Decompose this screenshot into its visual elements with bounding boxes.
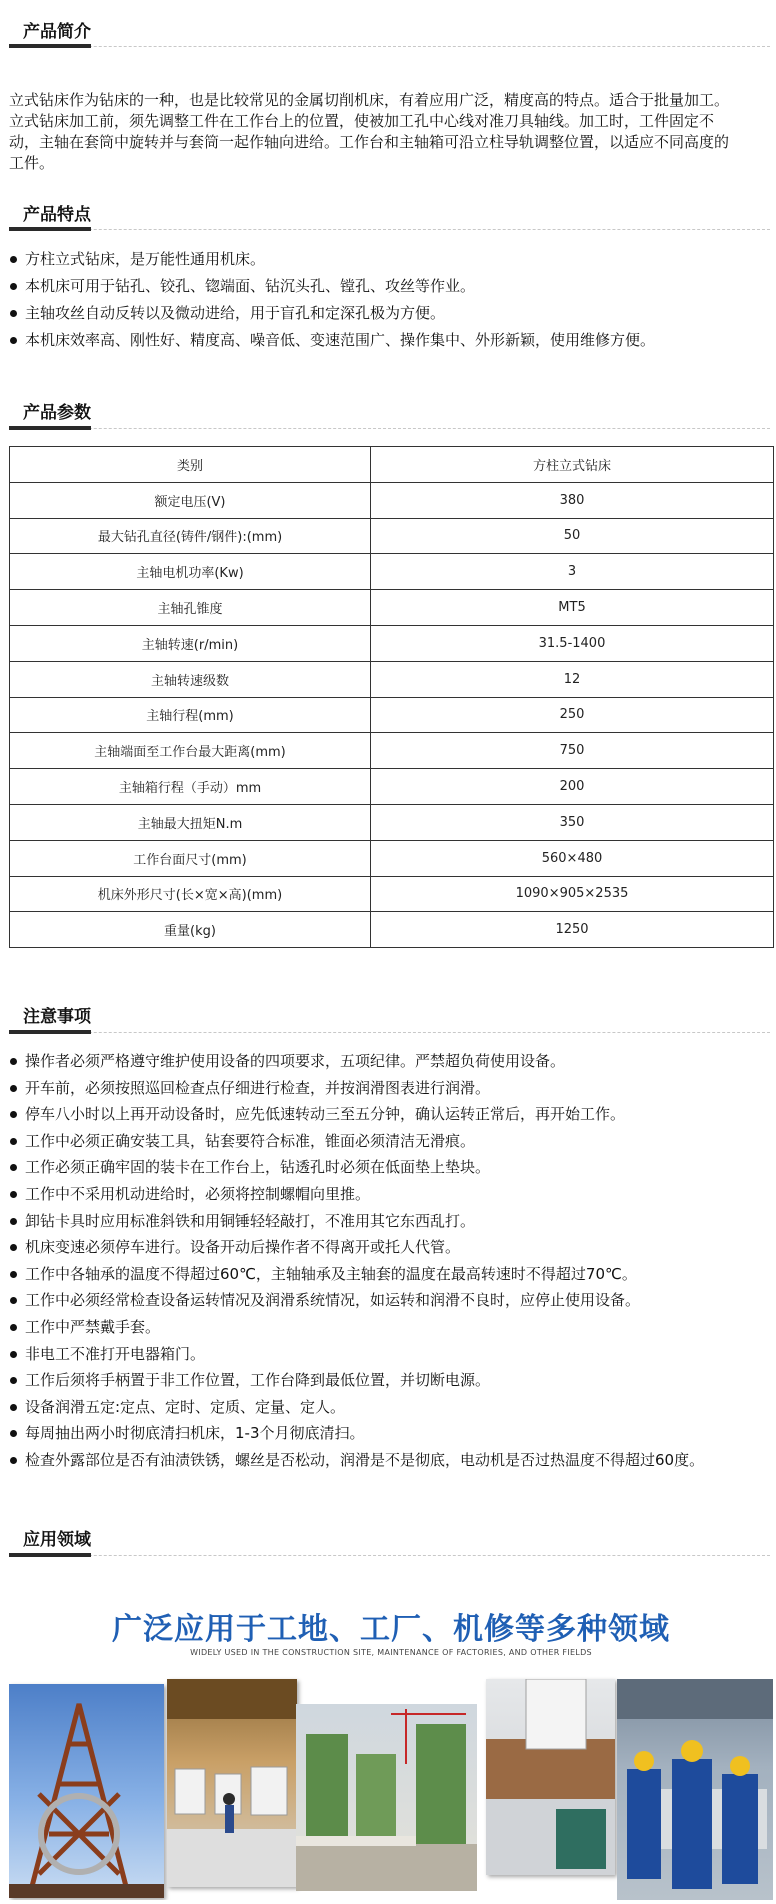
workers-illustration: [617, 1679, 773, 1900]
note-text: 每周抽出两小时彻底清扫机床，1-3个月彻底清扫。: [25, 1424, 365, 1443]
bullet-icon: [10, 1377, 17, 1384]
list-item: [9, 1341, 773, 1368]
crane-photo: [9, 1684, 164, 1898]
list-item: [9, 327, 773, 354]
intro-line: 动，主轴在套筒中旋转并与套筒一起作轴向进给。工作台和主轴箱可沿立柱导轨调整位置，以适应不同高度的: [9, 133, 730, 151]
param-value-cell: 1090×905×2535: [371, 876, 774, 912]
list-item: [9, 1048, 773, 1075]
note-text: 卸钻卡具时应用标准斜铁和用铜锤轻轻敲打，不准用其它东西乱打。: [25, 1211, 476, 1230]
table-row: [10, 554, 774, 590]
param-value-cell: MT5: [371, 590, 774, 626]
param-value-cell: 1250: [371, 912, 774, 948]
list-item: [9, 1075, 773, 1102]
list-item: [9, 1181, 773, 1208]
section-divider: [9, 428, 770, 429]
note-text: 操作者必须严格遵守维护使用设备的四项要求，五项纪律。严禁超负荷使用设备。: [25, 1052, 566, 1070]
list-item: [9, 273, 773, 300]
notes-list: [9, 1048, 773, 1474]
feature-text: 本机床效率高、刚性好、精度高、噪音低、变速范围广、操作集中、外形新颖，使用维修方便。: [25, 331, 656, 349]
section-divider: [9, 46, 770, 47]
list-item: [9, 1154, 773, 1181]
list-item: [9, 300, 773, 327]
bullet-icon: [10, 1457, 17, 1464]
list-item: [9, 1447, 773, 1474]
note-text: 停车八小时以上再开动设备时，应先低速转动三至五分钟，确认运转正常后，再开始工作。: [25, 1105, 626, 1124]
note-text: 机床变速必须停车进行。设备开动后操作者不得离开或托人代管。: [25, 1238, 461, 1257]
workers-photo: [617, 1679, 773, 1900]
param-value-cell: 31.5-1400: [371, 625, 774, 661]
section-title-features: 产品特点: [23, 205, 91, 225]
section-title-applications: 应用领域: [23, 1530, 91, 1550]
note-text: 设备润滑五定:定点、定时、定质、定量、定人。: [25, 1397, 346, 1416]
bullet-icon: [10, 1111, 17, 1118]
param-value-cell: 200: [371, 769, 774, 805]
note-text: 工作后须将手柄置于非工作位置，工作台降到最低位置，并切断电源。: [25, 1371, 491, 1390]
bullet-icon: [10, 310, 17, 317]
bullet-icon: [10, 1191, 17, 1198]
note-text: 工作必须正确牢固的装卡在工作台上，钻透孔时必须在低面垫上垫块。: [25, 1158, 491, 1177]
note-text: 非电工不准打开电器箱门。: [25, 1344, 206, 1363]
param-name-cell: 主轴最大扭矩N.m: [10, 804, 371, 840]
note-text: 开车前，必须按照巡回检查点仔细进行检查，并按润滑图表进行润滑。: [25, 1078, 491, 1097]
table-header-row: [10, 447, 774, 483]
section-title-notes: 注意事项: [23, 1007, 91, 1027]
section-divider: [9, 1555, 770, 1556]
intro-line: 工件。: [9, 154, 55, 172]
param-name-cell: 主轴转速级数: [10, 661, 371, 697]
table-row: [10, 840, 774, 876]
banner-title: 广泛应用于工地、工厂、机修等多种领域: [112, 1612, 670, 1647]
param-name-cell: 主轴端面至工作台最大距离(mm): [10, 733, 371, 769]
param-name-cell: 主轴孔锥度: [10, 590, 371, 626]
table-row: [10, 912, 774, 948]
table-row: [10, 482, 774, 518]
param-name-cell: 主轴转速(r/min): [10, 625, 371, 661]
list-item: [9, 1128, 773, 1155]
intro-paragraph: [9, 90, 773, 174]
param-name-cell: 主轴行程(mm): [10, 697, 371, 733]
param-value-cell: 350: [371, 804, 774, 840]
banner-subtitle: WIDELY USED IN THE CONSTRUCTION SITE, MAINTENANCE OF FACTORIES, AND OTHER FIELDS: [190, 1648, 592, 1657]
bullet-icon: [10, 256, 17, 263]
list-item: [9, 1314, 773, 1341]
table-row: [10, 590, 774, 626]
intro-line: 立式钻床加工前，须先调整工件在工作台上的位置，使被加工孔中心线对准刀具轴线。加工时，工件固定不: [9, 112, 715, 130]
factory-photo: [167, 1679, 297, 1887]
bullet-icon: [10, 1085, 17, 1092]
table-row: [10, 876, 774, 912]
param-value-cell: 3: [371, 554, 774, 590]
list-item: [9, 1394, 773, 1421]
param-value-cell: 750: [371, 733, 774, 769]
bullet-icon: [10, 1058, 17, 1065]
feature-text: 方柱立式钻床，是万能性通用机床。: [25, 250, 266, 268]
header-cell: 类别: [10, 447, 371, 483]
bullet-icon: [10, 1404, 17, 1411]
bullet-icon: [10, 1351, 17, 1358]
note-text: 工作中必须经常检查设备运转情况及润滑系统情况，如运转和润滑不良时，应停止使用设备。: [25, 1291, 641, 1310]
list-item: [9, 1208, 773, 1235]
list-item: [9, 246, 773, 273]
features-list: [9, 246, 773, 354]
machine-illustration: [486, 1679, 615, 1875]
factory-illustration: [167, 1679, 297, 1887]
bullet-icon: [10, 1271, 17, 1278]
table-row: [10, 661, 774, 697]
param-value-cell: 50: [371, 518, 774, 554]
list-item: [9, 1101, 773, 1128]
section-title-intro: 产品简介: [23, 22, 91, 42]
note-text: 工作中必须正确安装工具，钻套要符合标准，锥面必须清洁无滑痕。: [25, 1131, 476, 1150]
param-name-cell: 工作台面尺寸(mm): [10, 840, 371, 876]
feature-text: 本机床可用于钻孔、铰孔、锪端面、钻沉头孔、镗孔、攻丝等作业。: [25, 277, 476, 295]
applications-banner: [9, 1587, 773, 1900]
param-name-cell: 机床外形尺寸(长×宽×高)(mm): [10, 876, 371, 912]
list-item: [9, 1234, 773, 1261]
bullet-icon: [10, 1164, 17, 1171]
list-item: [9, 1420, 773, 1447]
bullet-icon: [10, 283, 17, 290]
param-name-cell: 重量(kg): [10, 912, 371, 948]
section-divider: [9, 229, 770, 230]
param-value-cell: 560×480: [371, 840, 774, 876]
param-name-cell: 额定电压(V): [10, 482, 371, 518]
bullet-icon: [10, 1218, 17, 1225]
table-row: [10, 625, 774, 661]
table-row: [10, 733, 774, 769]
note-text: 工作中严禁戴手套。: [25, 1317, 161, 1336]
machine-photo: [486, 1679, 615, 1875]
table-row: [10, 769, 774, 805]
param-value-cell: 12: [371, 661, 774, 697]
bullet-icon: [10, 1297, 17, 1304]
bullet-icon: [10, 337, 17, 344]
param-name-cell: 主轴电机功率(Kw): [10, 554, 371, 590]
bullet-icon: [10, 1430, 17, 1437]
crane-illustration: [9, 1684, 164, 1898]
list-item: [9, 1367, 773, 1394]
table-row: [10, 697, 774, 733]
table-row: [10, 518, 774, 554]
param-name-cell: 最大钻孔直径(铸件/钢件):(mm): [10, 518, 371, 554]
param-value-cell: 250: [371, 697, 774, 733]
construction-site-photo: [296, 1704, 477, 1891]
table-row: [10, 804, 774, 840]
bullet-icon: [10, 1324, 17, 1331]
note-text: 工作中各轴承的温度不得超过60℃，主轴轴承及主轴套的温度在最高转速时不得超过70℃。: [25, 1264, 637, 1283]
intro-line: 立式钻床作为钻床的一种，也是比较常见的金属切削机床，有着应用广泛，精度高的特点。适合于批量加工。: [9, 91, 730, 109]
header-cell: 方柱立式钻床: [371, 447, 774, 483]
section-title-params: 产品参数: [23, 403, 91, 423]
note-text: 工作中不采用机动进给时，必须将控制螺帽向里推。: [25, 1184, 371, 1203]
list-item: [9, 1287, 773, 1314]
list-item: [9, 1261, 773, 1288]
params-table: [9, 446, 774, 948]
bullet-icon: [10, 1138, 17, 1145]
bullet-icon: [10, 1244, 17, 1251]
construction-illustration: [296, 1704, 477, 1891]
section-divider: [9, 1032, 770, 1033]
feature-text: 主轴攻丝自动反转以及微动进给，用于盲孔和定深孔极为方便。: [25, 304, 446, 322]
param-value-cell: 380: [371, 482, 774, 518]
note-text: 检查外露部位是否有油渍铁锈，螺丝是否松动，润滑是不是彻底，电动机是否过热温度不得超过60度。: [25, 1450, 705, 1469]
param-name-cell: 主轴箱行程（手动）mm: [10, 769, 371, 805]
